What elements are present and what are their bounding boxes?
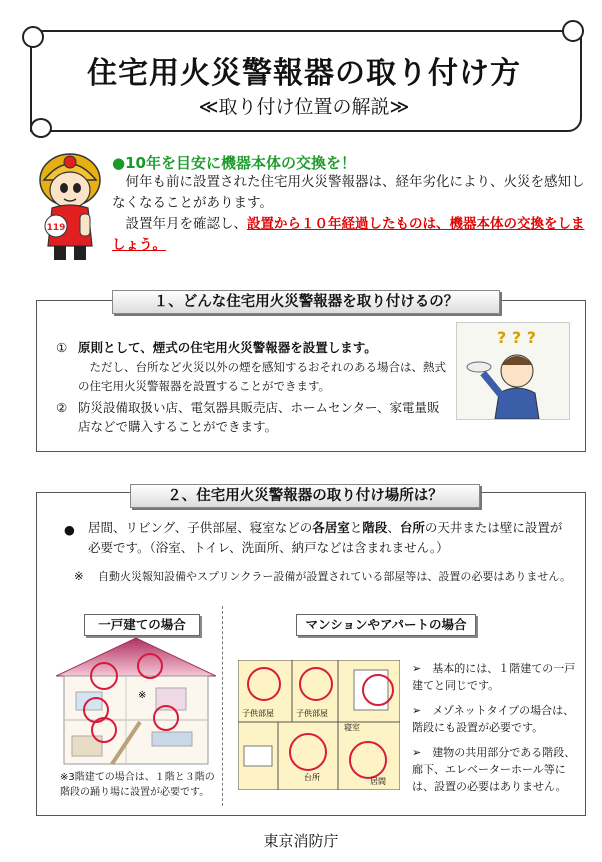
page-subtitle: ≪取り付け位置の解説≫ — [198, 96, 410, 118]
s1-item-1-note: ただし、台所など火災以外の煙を感知するおそれのある場合は、熱式の住宅用火災警報器を設置することができます。 — [78, 360, 446, 393]
s1-item-2-text: 防災設備取扱い店、電気器具販売店、ホームセンター、家電量販店などで購入することができます。 — [78, 400, 440, 434]
s2-text — [88, 518, 564, 558]
apartment-floor-plan — [238, 660, 400, 790]
footer-organization: 東京消防庁 — [263, 832, 339, 850]
replace-warning: 設置から１０年経過したものは、機器本体の交換をしましょう。 — [112, 216, 585, 253]
apartment-note-2: ➢ メゾネットタイプの場合は、階段にも設置が必要です。 — [412, 704, 575, 734]
s2-bullet: ● — [64, 522, 75, 537]
column-divider — [222, 606, 223, 806]
plan-room-2: 子供部屋 — [296, 709, 328, 718]
plan-room-1: 子供部屋 — [242, 709, 274, 718]
house-cutaway-illustration — [56, 636, 216, 766]
apartment-note-1: ➢ 基本的には、１階建ての一戸建てと同じです。 — [412, 662, 576, 692]
s2-note-mark: ※ — [74, 569, 84, 583]
intro-para-1: 何年も前に設置された住宅用火災警報器は、経年劣化により、火災を感知しなくなることがあります。 — [112, 174, 585, 211]
section-1-heading: １、どんな住宅用火災警報器を取り付けるの？ — [112, 290, 500, 314]
firefighter-mascot-icon — [34, 150, 106, 262]
plan-room-4: 台所 — [304, 773, 320, 782]
detached-house-note: ※3階建ての場合は、１階と３階の階段の踊り場に設置が必要です。 — [60, 772, 215, 798]
s2-text-kitchen: 台所 — [399, 520, 425, 535]
confused-man-illustration — [456, 322, 570, 420]
s2-text-e: 、 — [387, 520, 400, 535]
s2-text-g: の天井または壁に設置が必要です。（浴室、トイレ、洗面所、納戸などは含まれません。） — [88, 520, 563, 555]
s2-text-c: と — [349, 520, 363, 535]
intro-heading: ●10年を目安に機器本体の交換を！ — [112, 154, 356, 172]
s1-item-2-num: ② — [56, 400, 68, 415]
scroll-curl-bottom — [30, 118, 52, 138]
intro-text — [112, 172, 588, 256]
mascot-badge: 119 — [46, 223, 66, 233]
s1-item-1-title: 原則として、煙式の住宅用火災警報器を設置します。 — [78, 340, 377, 355]
intro-para-2 — [112, 214, 588, 256]
apartment-notes — [412, 660, 582, 803]
intro-para-2-prefix: 設置年月を確認し、 — [125, 216, 247, 232]
s2-text-rooms: 各居室 — [312, 520, 350, 535]
scroll-curl-right — [562, 20, 584, 42]
page-title: 住宅用火災警報器の取り付け方 — [87, 56, 521, 91]
s2-note: 自動火災報知設備やスプリンクラー設備が設置されている部屋等は、設置の必要はありません。 — [98, 570, 571, 583]
section-2-heading: ２、住宅用火災警報器の取り付け場所は？ — [130, 484, 480, 508]
apartment-note-3: ➢ 建物の共用部分である階段、廊下、エレベーターホール等には、設置の必要はありません。 — [412, 746, 576, 793]
detached-house-label: 一戸建ての場合 — [84, 614, 200, 636]
s2-text-stairs: 階段 — [362, 520, 388, 535]
plan-room-3: 寝室 — [344, 723, 360, 732]
scroll-curl-left — [22, 26, 44, 48]
plan-room-5: 居間 — [370, 777, 386, 786]
house-landing-mark: ※ — [138, 690, 147, 701]
question-marks: ? ? ? — [497, 328, 536, 347]
apartment-label: マンションやアパートの場合 — [296, 614, 476, 636]
s1-item-1-num: ① — [56, 340, 68, 355]
s2-text-a: 居間、リビング、子供部屋、寝室などの — [88, 520, 313, 535]
